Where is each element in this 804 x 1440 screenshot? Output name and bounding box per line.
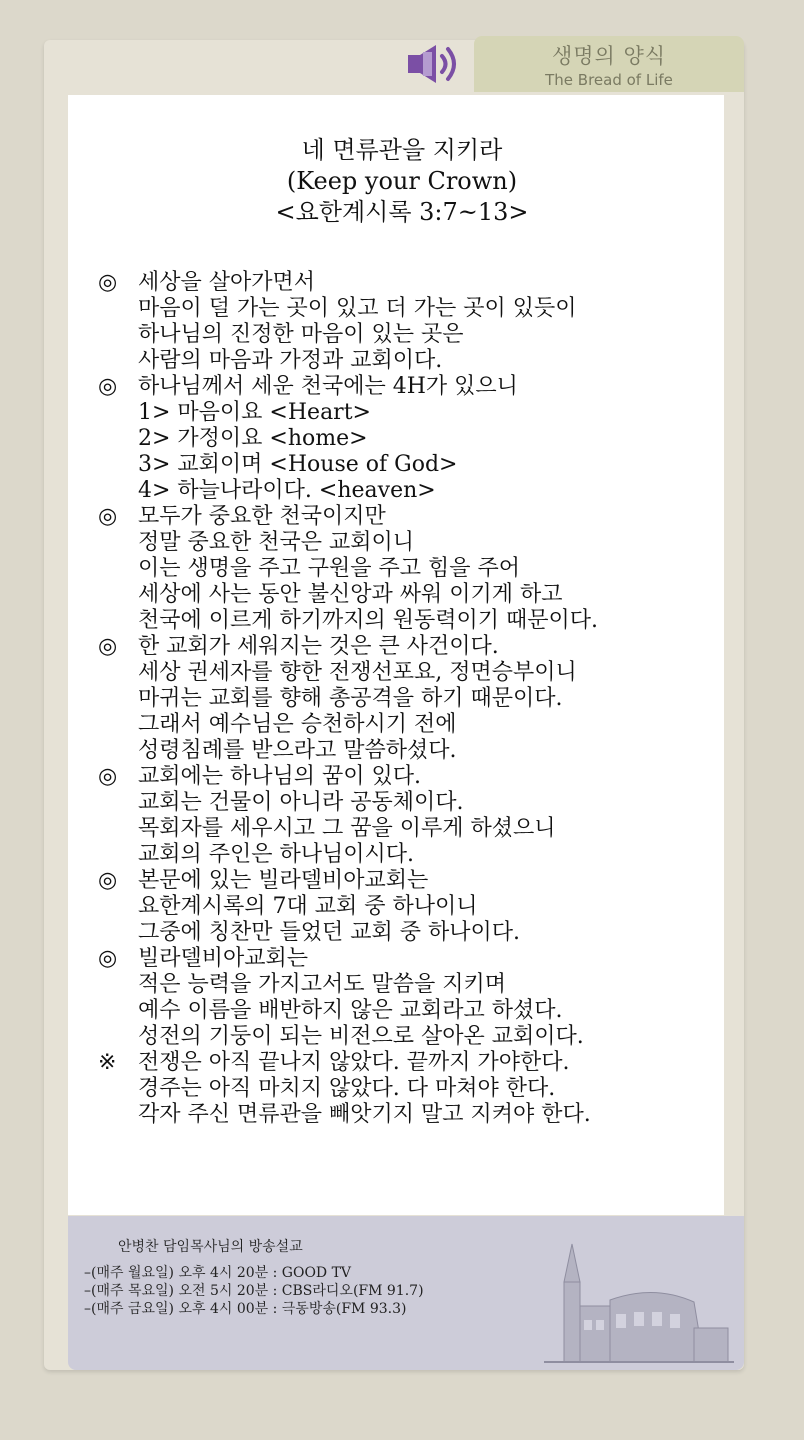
sermon-line: 성령침례를 받으라고 말씀하셨다. <box>138 738 457 763</box>
section-bullet-icon: ◎ <box>98 764 118 789</box>
sermon-section <box>98 764 738 868</box>
schedule-item: –(매주 월요일) 오후 4시 20분 : GOOD TV <box>84 1265 352 1281</box>
sermon-line: 천국에 이르게 하기까지의 원동력이기 때문이다. <box>138 608 599 633</box>
sermon-body <box>98 270 738 1128</box>
broadcast-schedule <box>84 1264 424 1318</box>
sermon-section <box>98 868 738 946</box>
sermon-line: 마귀는 교회를 향해 총공격을 하기 때문이다. <box>138 686 563 711</box>
sermon-line: 적은 능력을 가지고서도 말씀을 지키며 <box>138 972 507 997</box>
church-building-icon <box>544 1236 734 1364</box>
sermon-line: 전쟁은 아직 끝나지 않았다. 끝까지 가야한다. <box>138 1050 570 1075</box>
speaker-icon[interactable] <box>404 40 468 88</box>
sermon-line: 교회에는 하나님의 꿈이 있다. <box>138 764 421 789</box>
section-bullet-icon: ※ <box>98 1050 117 1075</box>
section-bullet-icon: ◎ <box>98 634 118 659</box>
section-bullet-icon: ◎ <box>98 946 118 971</box>
sermon-line: 한 교회가 세워지는 것은 큰 사건이다. <box>138 634 499 659</box>
sermon-line: 사람의 마음과 가정과 교회이다. <box>138 348 443 373</box>
sermon-line: 각자 주신 면류관을 빼앗기지 말고 지켜야 한다. <box>138 1102 591 1127</box>
sermon-line: 목회자를 세우시고 그 꿈을 이루게 하셨으니 <box>138 816 556 841</box>
sermon-line: 예수 이름을 배반하지 않은 교회라고 하셨다. <box>138 998 563 1023</box>
sermon-line: 4> 하늘나라이다. <heaven> <box>138 478 436 503</box>
section-bullet-icon: ◎ <box>98 504 118 529</box>
sermon-line: 세상 권세자를 향한 전쟁선포요, 정면승부이니 <box>138 660 577 685</box>
sermon-line: 그래서 예수님은 승천하시기 전에 <box>138 712 457 737</box>
sermon-section <box>98 374 738 504</box>
brand-badge <box>474 36 744 92</box>
sermon-line: 세상을 살아가면서 <box>138 270 316 295</box>
sermon-line: 2> 가정이요 <home> <box>138 426 368 451</box>
broadcast-footer <box>68 1216 744 1370</box>
sermon-title-english: (Keep your Crown) <box>286 167 518 195</box>
broadcast-heading: 안병찬 담임목사님의 방송설교 <box>118 1239 303 1255</box>
sermon-line: 그중에 칭찬만 들었던 교회 중 하나이다. <box>138 920 520 945</box>
sermon-section <box>98 504 738 634</box>
scripture-reference: <요한계시록 3:7~13> <box>275 198 529 226</box>
sermon-section <box>98 634 738 764</box>
sermon-line: 성전의 기둥이 되는 비전으로 살아온 교회이다. <box>138 1024 584 1049</box>
sermon-line: 경주는 아직 마치지 않았다. 다 마쳐야 한다. <box>138 1076 556 1101</box>
sermon-line: 교회는 건물이 아니라 공동체이다. <box>138 790 464 815</box>
section-bullet-icon: ◎ <box>98 270 118 295</box>
section-bullet-icon: ◎ <box>98 374 118 399</box>
sermon-section <box>98 270 738 374</box>
sermon-line: 정말 중요한 천국은 교회이니 <box>138 530 415 555</box>
section-bullet-icon: ◎ <box>98 868 118 893</box>
sermon-title-block <box>0 135 804 228</box>
sermon-line: 이는 생명을 주고 구원을 주고 힘을 주어 <box>138 556 520 581</box>
sermon-line: 교회의 주인은 하나님이시다. <box>138 842 415 867</box>
sermon-line: 마음이 덜 가는 곳이 있고 더 가는 곳이 있듯이 <box>138 296 577 321</box>
sermon-section <box>98 1050 738 1128</box>
sermon-line: 모두가 중요한 천국이지만 <box>138 504 386 529</box>
sermon-line: 하나님의 진정한 마음이 있는 곳은 <box>138 322 464 347</box>
sermon-section <box>98 946 738 1050</box>
sermon-line: 요한계시록의 7대 교회 중 하나이니 <box>138 894 478 919</box>
sermon-line: 하나님께서 세운 천국에는 4H가 있으니 <box>138 374 518 399</box>
sermon-line: 세상에 사는 동안 불신앙과 싸워 이기게 하고 <box>138 582 563 607</box>
sermon-line: 3> 교회이며 <House of God> <box>138 452 458 477</box>
brand-english: The Bread of Life <box>545 71 673 89</box>
schedule-item: –(매주 금요일) 오후 4시 00분 : 극동방송(FM 93.3) <box>84 1301 407 1317</box>
sermon-line: 빌라델비아교회는 <box>138 946 309 971</box>
schedule-item: –(매주 목요일) 오전 5시 20분 : CBS라디오(FM 91.7) <box>84 1283 424 1299</box>
sermon-line: 본문에 있는 빌라델비아교회는 <box>138 868 429 893</box>
sermon-title-korean: 네 면류관을 지키라 <box>301 136 503 164</box>
sermon-line: 1> 마음이요 <Heart> <box>138 400 371 425</box>
brand-korean: 생명의 양식 <box>551 44 667 68</box>
